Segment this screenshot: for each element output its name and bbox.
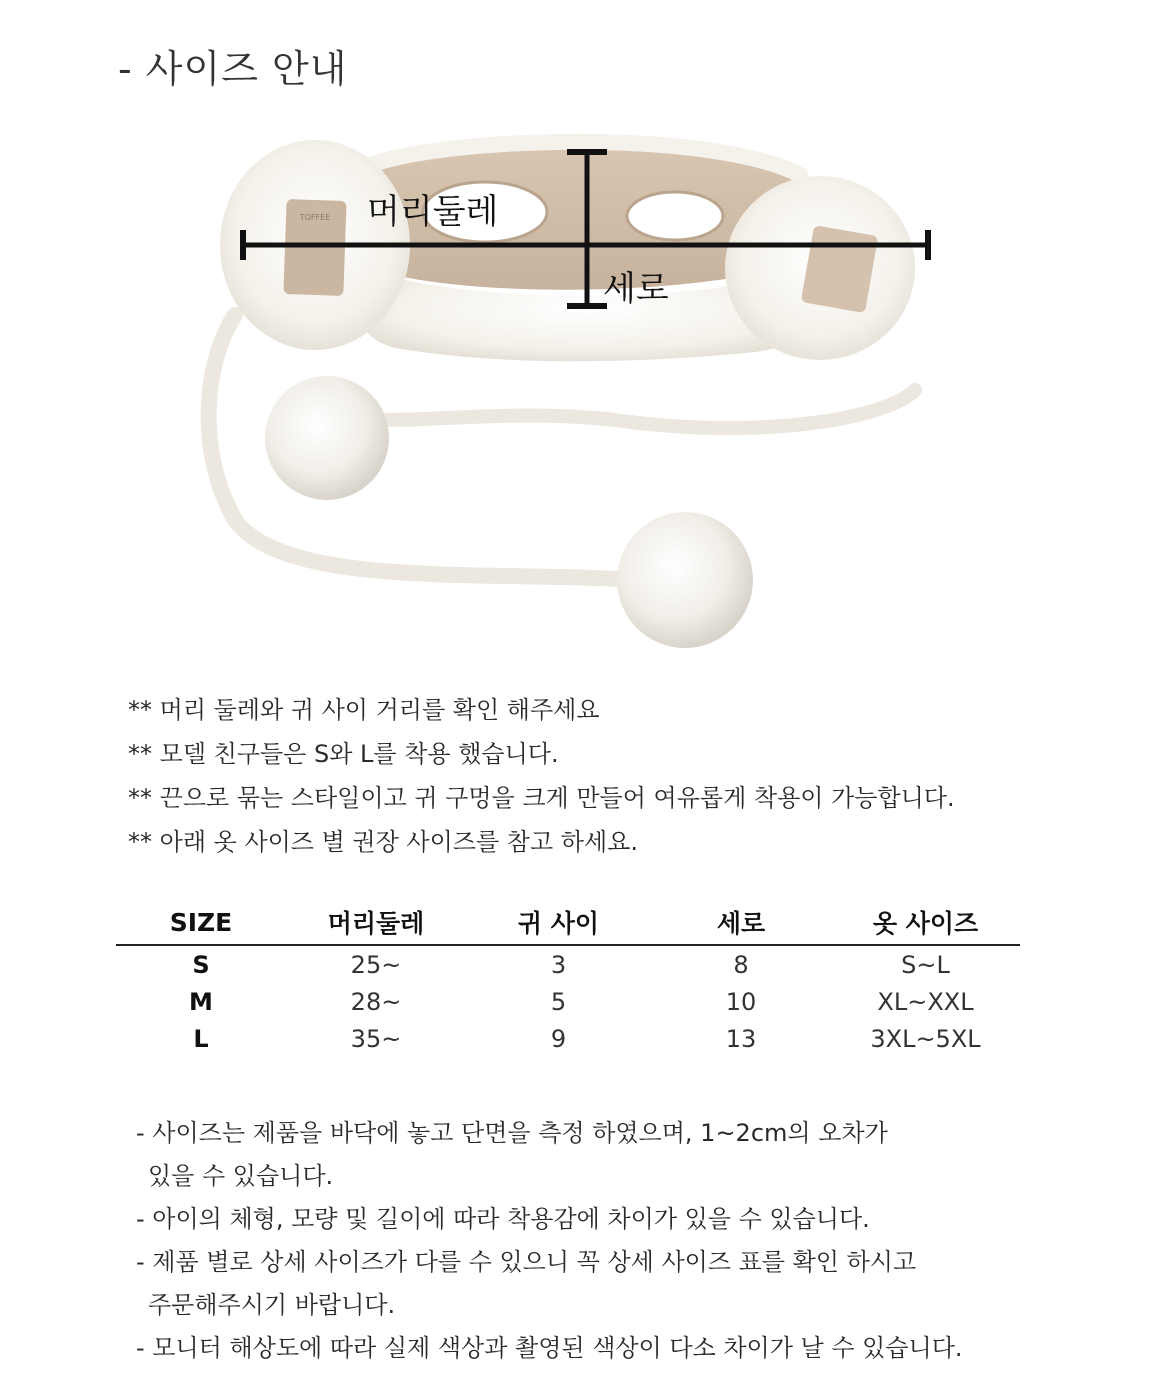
footnotes [136,1112,1146,1370]
cell-height: 8 [733,950,749,979]
page-title: - 사이즈 안내 [118,47,348,91]
cell-size: M [189,987,213,1016]
footnote-line: - 제품 별로 상세 사이즈가 다를 수 있으니 꼭 상세 사이즈 표를 확인 하시고 [136,1248,917,1276]
cell-clothing-size: S~L [901,950,950,979]
cell-ear-distance: 3 [550,950,567,979]
note-line: ** 끈으로 묶는 스타일이고 귀 구멍을 크게 만들어 여유롭게 착용이 가능합니다. [128,784,955,812]
header-height: 세로 [716,909,766,938]
cell-head-circumference: 35~ [350,1024,402,1053]
table-row [116,946,1020,983]
footnote-line: 주문해주시기 바랍니다. [148,1291,396,1319]
string-right [385,390,915,428]
pompom-bottom [617,512,753,648]
cell-ear-distance: 9 [550,1024,567,1053]
table-row [116,1020,1020,1057]
cell-clothing-size: 3XL~5XL [870,1024,981,1053]
note-line: ** 아래 옷 사이즈 별 권장 사이즈를 참고 하세요. [128,828,638,856]
note-line: ** 머리 둘레와 귀 사이 거리를 확인 해주세요 [128,696,600,724]
cell-height: 13 [725,1024,757,1053]
header-size: SIZE [169,907,233,937]
table-header [116,900,1020,946]
earmuff-right-tag [801,225,879,313]
footnote-line: 있을 수 있습니다. [148,1162,334,1190]
cell-size: S [192,950,210,979]
header-ear-distance: 귀 사이 [517,909,600,938]
cell-head-circumference: 28~ [350,987,402,1016]
cell-clothing-size: XL~XXL [877,987,974,1016]
product-figure [195,120,945,665]
cell-ear-distance: 5 [550,987,567,1016]
ear-hole-right [627,192,723,240]
header-clothing-size: 옷 사이즈 [872,909,979,938]
header-head-circumference: 머리둘레 [327,909,425,938]
notes [128,688,1128,864]
size-table [116,900,1020,1057]
footnote-line: - 아이의 체형, 모량 및 길이에 따라 착용감에 차이가 있을 수 있습니다. [136,1205,870,1233]
label-head-circumference: 머리둘레 [367,192,499,232]
table-row [116,983,1020,1020]
note-line: ** 모델 친구들은 S와 L를 착용 했습니다. [128,740,559,768]
cell-head-circumference: 25~ [350,950,402,979]
cell-height: 10 [725,987,757,1016]
label-height: 세로 [603,269,669,309]
tag-text-left: TOFFEE [299,213,331,222]
footnote-line: - 사이즈는 제품을 바닥에 놓고 단면을 측정 하였으며, 1~2cm의 오차가 [136,1119,888,1147]
cell-size: L [193,1024,209,1053]
pompom-top [265,376,389,500]
footnote-line: - 모니터 해상도에 따라 실제 색상과 촬영된 색상이 다소 차이가 날 수 있습니다. [136,1334,963,1362]
